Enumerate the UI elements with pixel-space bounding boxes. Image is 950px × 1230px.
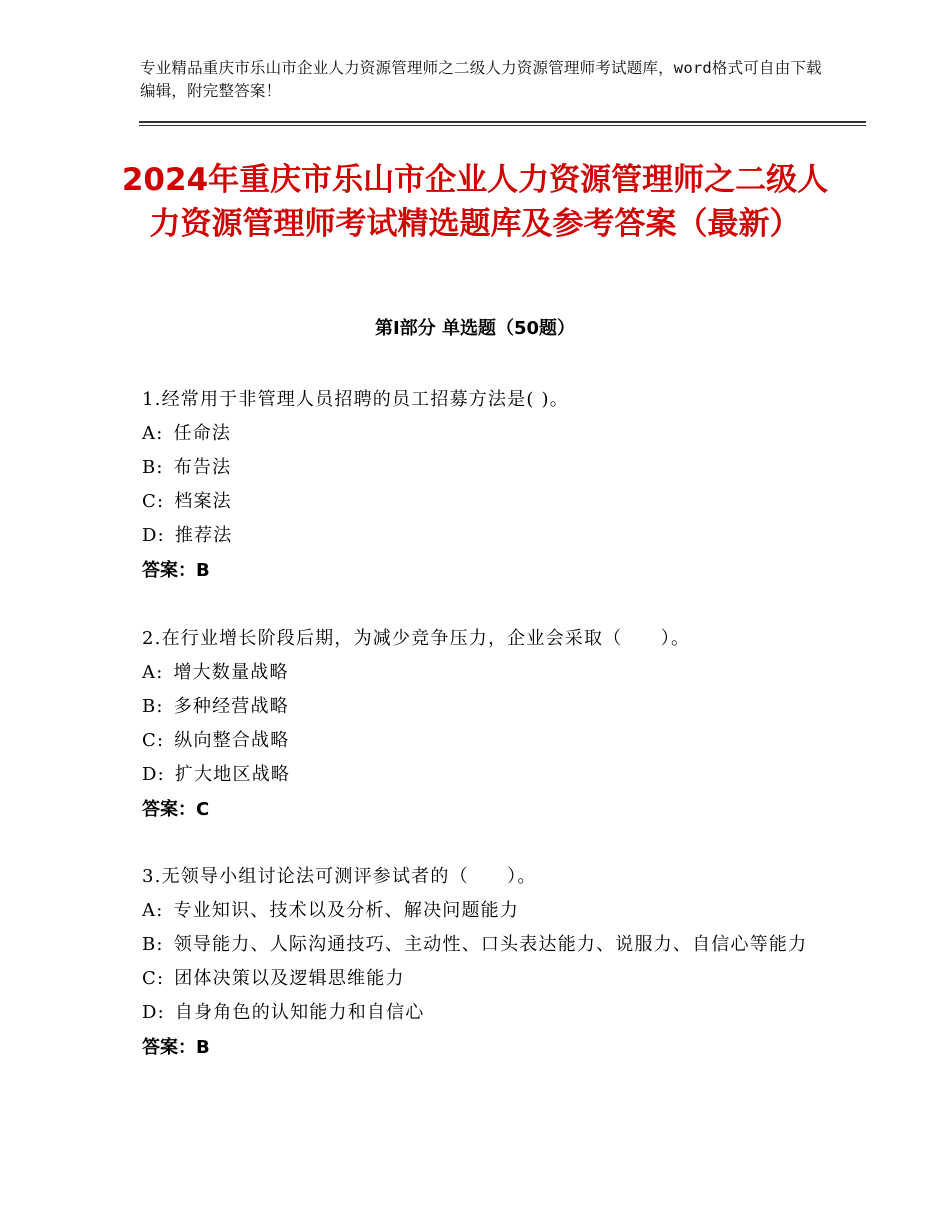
answer-line: 答案：B xyxy=(142,1037,210,1058)
option-c xyxy=(142,724,812,758)
option-text: 任命法 xyxy=(173,423,232,444)
option-b xyxy=(142,928,812,962)
header-divider-thick xyxy=(139,121,866,123)
option-letter: C: xyxy=(142,730,165,751)
option-letter: D: xyxy=(142,525,165,546)
question-3 xyxy=(142,860,812,1066)
header-divider-thin xyxy=(139,125,866,126)
option-a xyxy=(142,656,812,690)
option-text: 推荐法 xyxy=(174,525,233,546)
option-letter: C: xyxy=(142,968,165,989)
option-a xyxy=(142,894,812,928)
option-letter: A: xyxy=(142,423,164,444)
question-stem: 1.经常用于非管理人员招聘的员工招募方法是( )。 xyxy=(142,389,569,410)
option-d xyxy=(142,758,812,792)
option-text: 档案法 xyxy=(174,491,232,512)
option-text: 纵向整合战略 xyxy=(174,730,290,751)
option-text: 布告法 xyxy=(173,457,232,478)
option-letter: B: xyxy=(142,696,164,717)
question-2 xyxy=(142,622,812,828)
option-letter: C: xyxy=(142,491,165,512)
option-text: 增大数量战略 xyxy=(173,662,289,683)
header-note: 专业精品重庆市乐山市企业人力资源管理师之二级人力资源管理师考试题库，word格式可自由下载编辑，附完整答案！ xyxy=(140,59,822,100)
option-letter: D: xyxy=(142,764,165,785)
section-heading: 第Ⅰ部分 单选题（50题） xyxy=(374,318,575,339)
option-b xyxy=(142,690,812,724)
option-text: 团体决策以及逻辑思维能力 xyxy=(174,968,405,989)
answer-line: 答案：B xyxy=(142,560,210,581)
question-1 xyxy=(142,383,812,589)
option-text: 扩大地区战略 xyxy=(174,764,291,785)
question-stem: 2.在行业增长阶段后期，为减少竞争压力，企业会采取（ ）。 xyxy=(142,628,691,649)
option-d xyxy=(142,519,812,553)
option-d xyxy=(142,996,812,1030)
answer-line: 答案：C xyxy=(142,799,210,820)
option-letter: A: xyxy=(142,900,164,921)
option-letter: D: xyxy=(142,1002,165,1023)
option-letter: B: xyxy=(142,934,164,955)
option-b xyxy=(142,451,812,485)
option-a xyxy=(142,417,812,451)
option-text: 多种经营战略 xyxy=(173,696,289,717)
option-text: 专业知识、技术以及分析、解决问题能力 xyxy=(173,900,520,921)
question-stem: 3.无领导小组讨论法可测评参试者的（ ）。 xyxy=(142,866,537,887)
option-letter: B: xyxy=(142,457,164,478)
option-c xyxy=(142,962,812,996)
option-c xyxy=(142,485,812,519)
option-text: 领导能力、人际沟通技巧、主动性、口头表达能力、说服力、自信心等能力 xyxy=(173,934,808,955)
document-title: 2024年重庆市乐山市企业人力资源管理师之二级人力资源管理师考试精选题库及参考答案（最新） xyxy=(121,162,829,242)
option-text: 自身角色的认知能力和自信心 xyxy=(174,1002,425,1023)
option-letter: A: xyxy=(142,662,164,683)
